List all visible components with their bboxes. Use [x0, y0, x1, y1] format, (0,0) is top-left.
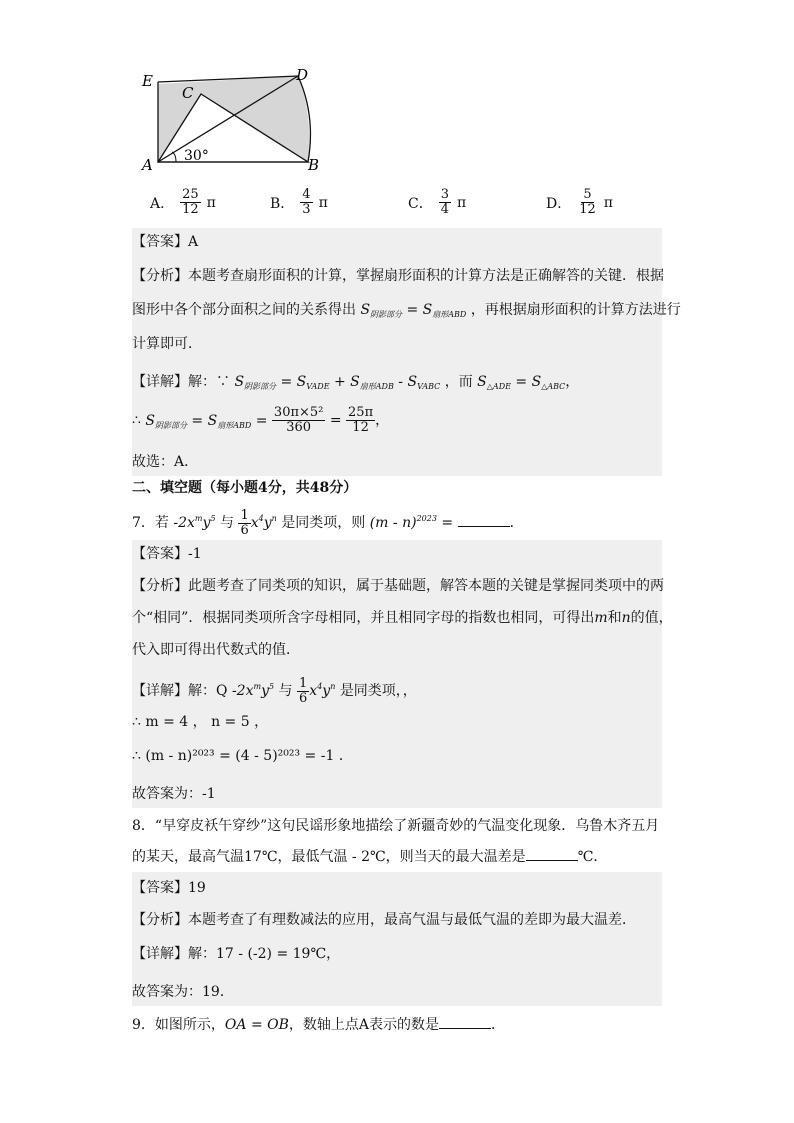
- q8-detail: 【详解】解：17 - (-2) = 19℃，: [132, 946, 341, 962]
- q7-stem-end: ．: [509, 515, 524, 531]
- sector-figure: [138, 64, 338, 174]
- q7-analysis-end: 的值，: [630, 610, 673, 626]
- label-d: D: [296, 66, 309, 84]
- q6-analysis-line-2: [132, 300, 681, 325]
- sector-calc-fraction: [272, 406, 325, 435]
- q7-detail-label: 【详解】解：Q: [132, 683, 228, 699]
- formula-result-lhs: $S_{阴影部分} = S_{扇形ABD}$ =: [145, 412, 268, 430]
- q6-detail-line-2: ∴ $S_{阴影部分} = S_{扇形ABD}$ = $\frac{\text{30π×5²}}{360}$ = $\frac{25\pi}{12}$ ，: [132, 405, 390, 435]
- section-2-heading: 二、填空题（每小题4分，共48分）: [132, 480, 358, 496]
- option-letter: A．: [150, 195, 175, 212]
- q7-analysis-line-2: 个“相同”．根据同类项所含字母相同，并且相同字母的指数也相同，可得出m和n的值，: [132, 610, 673, 626]
- q6-answer: 【答案】A: [132, 234, 199, 250]
- option-fraction: [300, 188, 312, 217]
- denominator: 12: [352, 420, 369, 435]
- term-2: $x^4y^n$: [309, 682, 336, 699]
- q6-detail-line-1: 【详解】解：∵ $S_{阴影部分} = S_{VADE} + S_{扇形ADB} - S_{VABC}$ ，而 $S_{\triangle ADE} = S_{\triangle ABC}$，: [132, 374, 580, 391]
- label-a: A: [142, 156, 153, 174]
- q9-stem: [132, 1014, 662, 1035]
- option-letter: D．: [546, 195, 572, 212]
- q7-expression: (m - n)$^{2023}$: [369, 514, 437, 531]
- formula-triangle-eq: $S_{\triangle ADE} = S_{\triangle ABC}$: [477, 374, 566, 391]
- q9-stem-text-2: ，数轴上点A表示的数是: [288, 1017, 440, 1033]
- answer-blank[interactable]: [439, 1014, 491, 1029]
- q6-analysis-line-1: 【分析】本题考查扇形面积的计算，掌握扇形面积的计算方法是正确解答的关键．根据: [132, 268, 664, 284]
- numerator: 4: [302, 187, 311, 202]
- option-b[interactable]: [270, 188, 328, 217]
- option-d[interactable]: [546, 188, 613, 217]
- denominator: 3: [302, 202, 311, 217]
- q8-answer: 【答案】19: [132, 880, 206, 896]
- q7-stem-text: 7．若: [132, 515, 169, 531]
- q8-stem-text: 的某天，最高气温17℃，最低气温 - 2℃，则当天的最大温差是: [132, 849, 526, 865]
- q7-analysis-and: 和: [607, 610, 622, 626]
- pi-symbol: π: [318, 194, 328, 211]
- numerator: 5: [583, 187, 592, 202]
- q7-analysis-line-1: 【分析】此题考查了同类项的知识，属于基础题，解答本题的关键是掌握同类项中的两: [132, 578, 664, 594]
- q7-stem-text-2: 是同类项，则: [281, 515, 366, 531]
- denominator: 12: [182, 202, 199, 217]
- pi-symbol: π: [603, 194, 613, 211]
- q7-detail-text: 是同类项，，: [339, 683, 417, 699]
- denominator: 12: [579, 202, 596, 217]
- term-2: $x^4y^n$: [250, 514, 277, 531]
- numerator: 3: [440, 187, 449, 202]
- label-c: C: [182, 84, 194, 102]
- q7-detail-line-1: [132, 676, 662, 706]
- denominator: 360: [286, 420, 312, 435]
- term-1: $-2x^my^5$: [173, 514, 216, 531]
- q7-analysis-line-3: 代入即可得出代数式的值．: [132, 642, 300, 658]
- q9-equation: OA = OB: [224, 1017, 289, 1033]
- numerator: 25π: [348, 405, 374, 420]
- therefore-symbol: ∴: [132, 412, 141, 429]
- option-c[interactable]: [408, 188, 466, 217]
- q7-final: 故答案为：-1: [132, 786, 216, 802]
- q7-stem-and: 与: [219, 515, 234, 531]
- q7-analysis-text: 个“相同”．根据同类项所含字母相同，并且相同字母的指数也相同，可得出: [132, 610, 595, 626]
- q6-choose: 故选：A．: [132, 454, 199, 470]
- q6-analysis-text: 图形中各个部分面积之间的关系得出: [132, 302, 356, 318]
- option-fraction: [180, 188, 201, 217]
- q7-m-n-values: ∴ m = 4 ， n = 5 ，: [132, 714, 269, 730]
- formula-area-relation: $S_{阴影部分} = S_{VADE} + S_{扇形ADB} - S_{VABC}$: [234, 374, 441, 391]
- q8-stem-line-1: 8．“早穿皮袄午穿纱”这句民谣形象地描绘了新疆奇妙的气温变化现象．乌鲁木齐五月: [132, 818, 660, 834]
- q6-detail-label: 【详解】解：∵: [132, 374, 230, 390]
- option-letter: B．: [270, 195, 295, 212]
- label-angle: 30°: [184, 148, 209, 164]
- term-1: $-2x^my^5$: [231, 682, 275, 699]
- q7-answer: 【答案】-1: [132, 546, 202, 562]
- pi-symbol: π: [206, 194, 216, 211]
- q9-stem-text: 9．如图所示，: [132, 1017, 225, 1033]
- label-e: E: [142, 72, 153, 90]
- q7-detail-and: 与: [278, 683, 293, 699]
- answer-blank[interactable]: [526, 846, 578, 861]
- q6-analysis-text-2: ，再根据扇形面积的计算方法进行: [470, 302, 681, 318]
- one-sixth: $\frac{1}{6}$: [240, 507, 249, 538]
- q6-analysis-line-3: 计算即可．: [132, 336, 202, 352]
- formula-shaded-eq-sector: $S_{阴影部分} = S_{扇形ABD}$: [360, 302, 467, 319]
- q8-analysis: 【分析】本题考查了有理数减法的应用，最高气温与最低气温的差即为最大温差．: [132, 912, 636, 928]
- option-a[interactable]: [150, 188, 216, 217]
- equals-sign: =: [441, 515, 454, 531]
- q8-stem-line-2: [132, 846, 662, 867]
- q6-detail-mid: ，而: [444, 374, 473, 390]
- option-fraction: [439, 188, 451, 217]
- label-b: B: [308, 156, 320, 174]
- q7-stem: [132, 508, 662, 538]
- pi-symbol: π: [457, 194, 467, 211]
- geometry-diagram: [138, 64, 338, 174]
- numerator: 30π×5²: [273, 405, 324, 420]
- numerator: 25: [182, 187, 199, 202]
- q6-options: [150, 188, 670, 228]
- q7-calc: ∴ (m - n)²⁰²³ = (4 - 5)²⁰²³ = -1 ．: [132, 748, 353, 764]
- answer-blank[interactable]: [458, 512, 510, 527]
- q8-stem-end: ℃．: [577, 849, 608, 865]
- denominator: 4: [440, 202, 449, 217]
- option-fraction: [577, 188, 598, 217]
- q9-stem-end: ．: [491, 1017, 506, 1033]
- q8-final: 故答案为：19．: [132, 984, 234, 1000]
- option-letter: C．: [408, 195, 433, 212]
- result-fraction: [346, 406, 375, 435]
- one-sixth: $\frac{1}{6}$: [299, 675, 308, 706]
